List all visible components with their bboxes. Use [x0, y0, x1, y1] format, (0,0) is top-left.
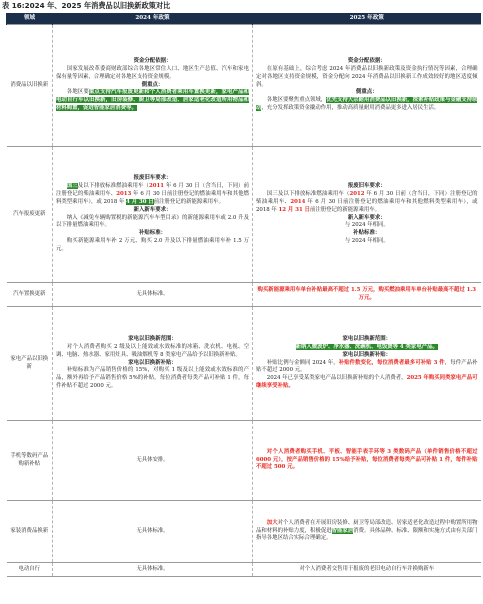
- policy-text: 对个人消费者购买 2 级及以上能效或水效标准的冰箱、洗衣机、电视、空调、电脑、热水器、家用灶具、吸油烟机等 8 类家电产品给予以旧换新补贴。: [56, 343, 249, 358]
- row-category: 手机等数码产品购新补贴: [7, 421, 53, 501]
- highlight-red: 购买新能源乘用车单台补贴最高不超过 1.5 万元，购买燃油乘用车单台补贴最高不超过 1.3 万元。: [257, 286, 476, 301]
- policy-2024-cell: 无具体安排。: [53, 421, 253, 501]
- section-heading: 側重点：: [141, 81, 164, 88]
- policy-2024-cell: 无具体标准。: [53, 501, 253, 563]
- policy-text: [56, 89, 249, 112]
- policy-text: 在原有基础上，综合考虑 2024 年消费品以旧换新政策及资金执行情况等因素，合理确定对各地区支持资金规模，资金分配向 2024 年消费品以旧换新工作成效较好的地区适度倾斜。: [256, 65, 478, 88]
- header-2024: 2024 年政策: [53, 13, 253, 25]
- highlight-red: 2025 年购买同类家电产品可继续享受补贴。: [256, 375, 478, 390]
- table-row: [7, 283, 481, 307]
- policy-text: 纳入《减免车辆购置税的新能源汽车车型目录》的新能源乘用车或 2.0 升及以下排量燃油乘用车。: [56, 214, 249, 229]
- policy-2024-cell: 无具体标准。: [53, 283, 253, 307]
- highlight-green: 重点支持汽车报废更新和个人消费者乘用车置换更新，家电产品和电动自行车以旧换新，旧房装修、厨卫等局部改造、居家适老化改造所用物品和材料购置，促进智能家居消费等。: [56, 89, 249, 112]
- policy-2025-cell: [253, 25, 481, 147]
- policy-text: 购买新能源乘用车补 2 万元、购买 2.0 升及以下排量燃油乘用车补 1.5 万元。: [56, 237, 249, 252]
- policy-2025-cell: [253, 421, 481, 501]
- policy-text: [256, 449, 478, 472]
- header-2025: 2025 年政策: [253, 13, 481, 25]
- row-category: 家电产品以旧换新: [7, 307, 53, 421]
- table-row: [7, 501, 481, 563]
- highlight-red: 每位消费者每类产品可补贴 1 件，每件补贴不超过 500 元。: [256, 456, 478, 471]
- policy-text: 与 2024 年相同。: [344, 222, 389, 229]
- highlight-green: 智能家居: [331, 527, 354, 534]
- section-heading: 家电以旧换新范围：: [342, 336, 392, 343]
- row-category: 家装消费品换新: [7, 501, 53, 563]
- policy-text: [56, 183, 249, 206]
- text-segment: 国三及以下排放标准燃油乘用车（: [266, 191, 350, 198]
- policy-text: [256, 191, 478, 214]
- highlight-green: 优先支持大宗耐用消费品以旧换新，探索补贴政策与金融支持联动: [256, 97, 478, 112]
- row-category: 汽车置换更新: [7, 283, 53, 307]
- highlight-red: 2013: [116, 191, 132, 198]
- policy-2024-cell: [53, 147, 253, 283]
- section-heading: 补贴标准：: [139, 230, 166, 237]
- highlight-red: 2011: [149, 183, 165, 190]
- policy-2025-cell: [253, 307, 481, 421]
- section-heading: 新入新车要求：: [133, 206, 172, 213]
- section-heading: 报废旧车要求：: [347, 183, 386, 190]
- text-segment: 前注册登记的新能源乘用车。: [153, 198, 224, 205]
- row-category: 电动自行: [7, 563, 53, 577]
- text-segment: 对个人消费者在开展旧房装修、厨卫等局部改造、居家适老化改造过程中购置所用物品和材料的补贴力度，积极促进: [256, 519, 478, 534]
- text-segment: 及以下排放标准燃油乘用车（: [77, 183, 149, 190]
- section-heading: 家电以旧换新补贴：: [342, 351, 392, 358]
- policy-text: [256, 360, 478, 376]
- table-row: [7, 25, 481, 147]
- highlight-red: 加大: [266, 519, 278, 526]
- policy-2025-cell: [253, 283, 481, 307]
- row-category: 汽车报废更新: [7, 147, 53, 283]
- text-segment: ，每件产品补贴不超过 2000 元。: [256, 359, 478, 374]
- table-row: [7, 421, 481, 501]
- highlight-green: 国三: [66, 183, 78, 190]
- highlight-red: 对个人消费者购买手机、平板、智能手表手环等 3 类数码产品（单件销售价格不超过 6000 元），按产品销售价格的 15%给予补贴，: [256, 448, 478, 463]
- section-heading: 报废旧车要求：: [133, 175, 172, 182]
- text-segment: 年 6 月 30 日前（含当日，下同）注册登记的柴油乘用车、: [256, 191, 478, 205]
- section-heading: 补贴标准：: [353, 230, 381, 237]
- highlight-red: 2014: [290, 198, 306, 205]
- text-segment: 补贴比例与金额同 2024 年，: [266, 359, 339, 366]
- text-segment: 各地区要聚焦重点领域，: [266, 97, 327, 104]
- section-heading: 资金分配依据：: [133, 58, 172, 65]
- header-row: [7, 13, 481, 25]
- text-segment: 前注册登记的新能源乘用车。: [309, 206, 381, 213]
- policy-text: [256, 97, 478, 113]
- header-field: 领域: [7, 13, 53, 25]
- section-heading: 资金分配依据：: [347, 58, 386, 65]
- highlight-red: 12 月 31 日: [278, 206, 310, 213]
- text-segment: 消费。具体品种、标准、限额和实施方式由有关部门指导各地区结合实际合理确定。: [256, 527, 478, 542]
- section-heading: 側重点：: [355, 89, 378, 96]
- section-heading: 家电以旧换新范围：: [128, 336, 177, 343]
- highlight-green: 4 月 30 日: [126, 198, 154, 205]
- policy-text: [256, 375, 478, 391]
- policy-text: [256, 520, 478, 543]
- policy-comparison-table: [6, 13, 481, 577]
- table-caption: 表 16:2024 年、2025 年消费品以旧换新政策对比: [2, 1, 171, 10]
- policy-2025-cell: [253, 147, 481, 283]
- text-segment: 年 6 月 30 日前注册登记的燃油乘用车和其他燃料类型乘用车），或 2018 年: [56, 191, 249, 205]
- highlight-red: 2012: [349, 191, 365, 198]
- text-segment: ，充分发挥政策资金撬动作用，推动高质量耐用消费品更多进入居民生活。: [261, 105, 440, 112]
- highlight-red: 补贴件数变化，每位消费者最多可补贴 3 件: [338, 359, 445, 366]
- section-heading: 家电以旧换新补贴：: [128, 359, 177, 366]
- table-row: [7, 147, 481, 283]
- policy-2024-cell: [53, 307, 253, 421]
- section-heading: 新入新车要求：: [347, 214, 386, 221]
- table-row: [7, 563, 481, 577]
- policy-2025-cell: [253, 501, 481, 563]
- policy-2025-cell: 对个人消费者交售用于报废的老旧电动自行车并换购新车: [253, 563, 481, 577]
- text-segment: 各地区要: [66, 89, 89, 96]
- policy-2024-cell: [53, 25, 253, 147]
- policy-text: 国家发展改革委商财政部综合各地区常住人口、地区生产总值、汽车和家电保有量等因素，合理确定对各地区支持资金规模。: [56, 65, 249, 80]
- text-segment: 年 6 月 30 日（含当日，下同）前注册登记的柴油乘用车、: [56, 183, 249, 198]
- row-category: 消费品以旧换新: [7, 25, 53, 147]
- text-segment: 年 6 月 30 日前注册登记的燃油乘用车和其他燃料类型乘用车），或 2018 年: [256, 198, 478, 213]
- table-row: [7, 307, 481, 421]
- highlight-green: 新纳入微波炉、净水器、洗碗机、电饭煲等 4 类家电产品。: [295, 343, 438, 350]
- policy-text: 与 2024 年相同。: [344, 237, 389, 244]
- text-segment: 2024 年已享受某类家电产品以旧换新补贴的个人消费者，: [266, 375, 407, 382]
- policy-text: [256, 344, 478, 352]
- policy-text: 补贴标准为产品销售价格的 15%，对购买 1 级及以上能效或水效标准的产品，额外再给予产品销售价格 5%的补贴。每位消费者每类产品可补贴 1 件，每件补贴不超过 2000 元。: [56, 367, 249, 390]
- policy-2024-cell: 无具体标准。: [53, 563, 253, 577]
